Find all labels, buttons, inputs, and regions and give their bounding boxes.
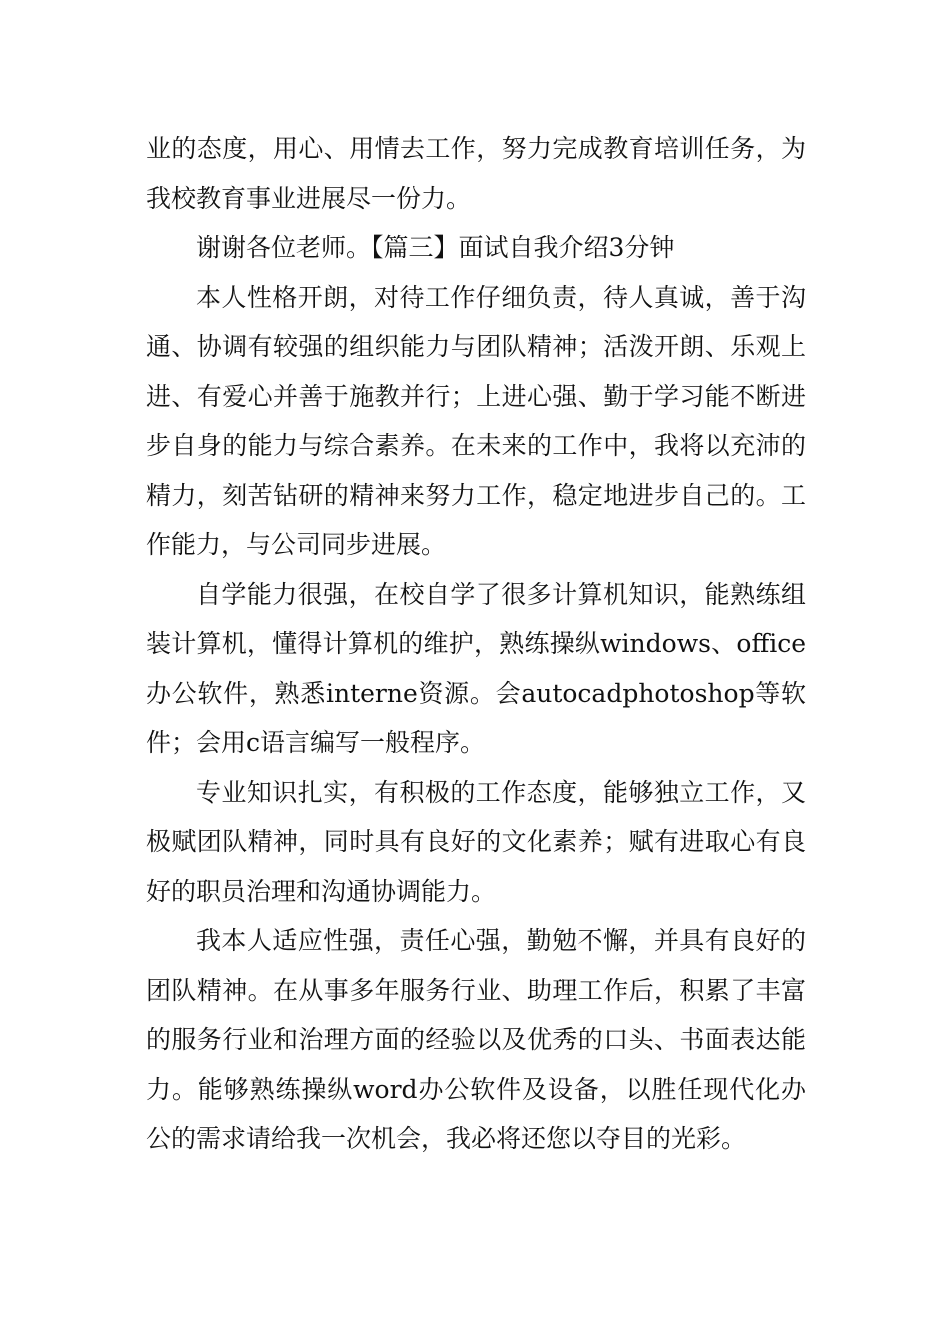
paragraph-continuation: 业的态度，用心、用情去工作，努力完成教育培训任务，为我校教育事业进展尽一份力。 [146, 134, 806, 213]
paragraph-computer-skills: 自学能力很强，在校自学了很多计算机知识，能熟练组装计算机，懂得计算机的维护，熟练操纵windows、office办公软件，熟悉interne资源。会autocadphotoshop等软件；会用c语言编写一般程序。 [146, 579, 806, 757]
paragraph-professional: 专业知识扎实，有积极的工作态度，能够独立工作，又极赋团队精神，同时具有良好的文化素养；赋有进取心有良好的职员治理和沟通协调能力。 [146, 777, 806, 906]
paragraph-personality: 本人性格开朗，对待工作仔细负责，待人真诚，善于沟通、协调有较强的组织能力与团队精神；活泼开朗、乐观上进、有爱心并善于施教并行；上进心强、勤于学习能不断进步自身的能力与综合素养。在未来的工作中，我将以充沛的精力，刻苦钻研的精神来努力工作，稳定地进步自己的。工作能力，与公司同步进展。 [146, 282, 806, 559]
body-text [146, 124, 806, 1164]
paragraph-thanks-heading: 谢谢各位老师。【篇三】面试自我介绍3分钟 [196, 233, 675, 262]
paragraph-adaptability: 我本人适应性强，责任心强，勤勉不懈，并具有良好的团队精神。在从事多年服务行业、助理工作后，积累了丰富的服务行业和治理方面的经验以及优秀的口头、书面表达能力。能够熟练操纵word办公软件及设备，以胜任现代化办公的需求请给我一次机会，我必将还您以夺目的光彩。 [146, 926, 806, 1153]
